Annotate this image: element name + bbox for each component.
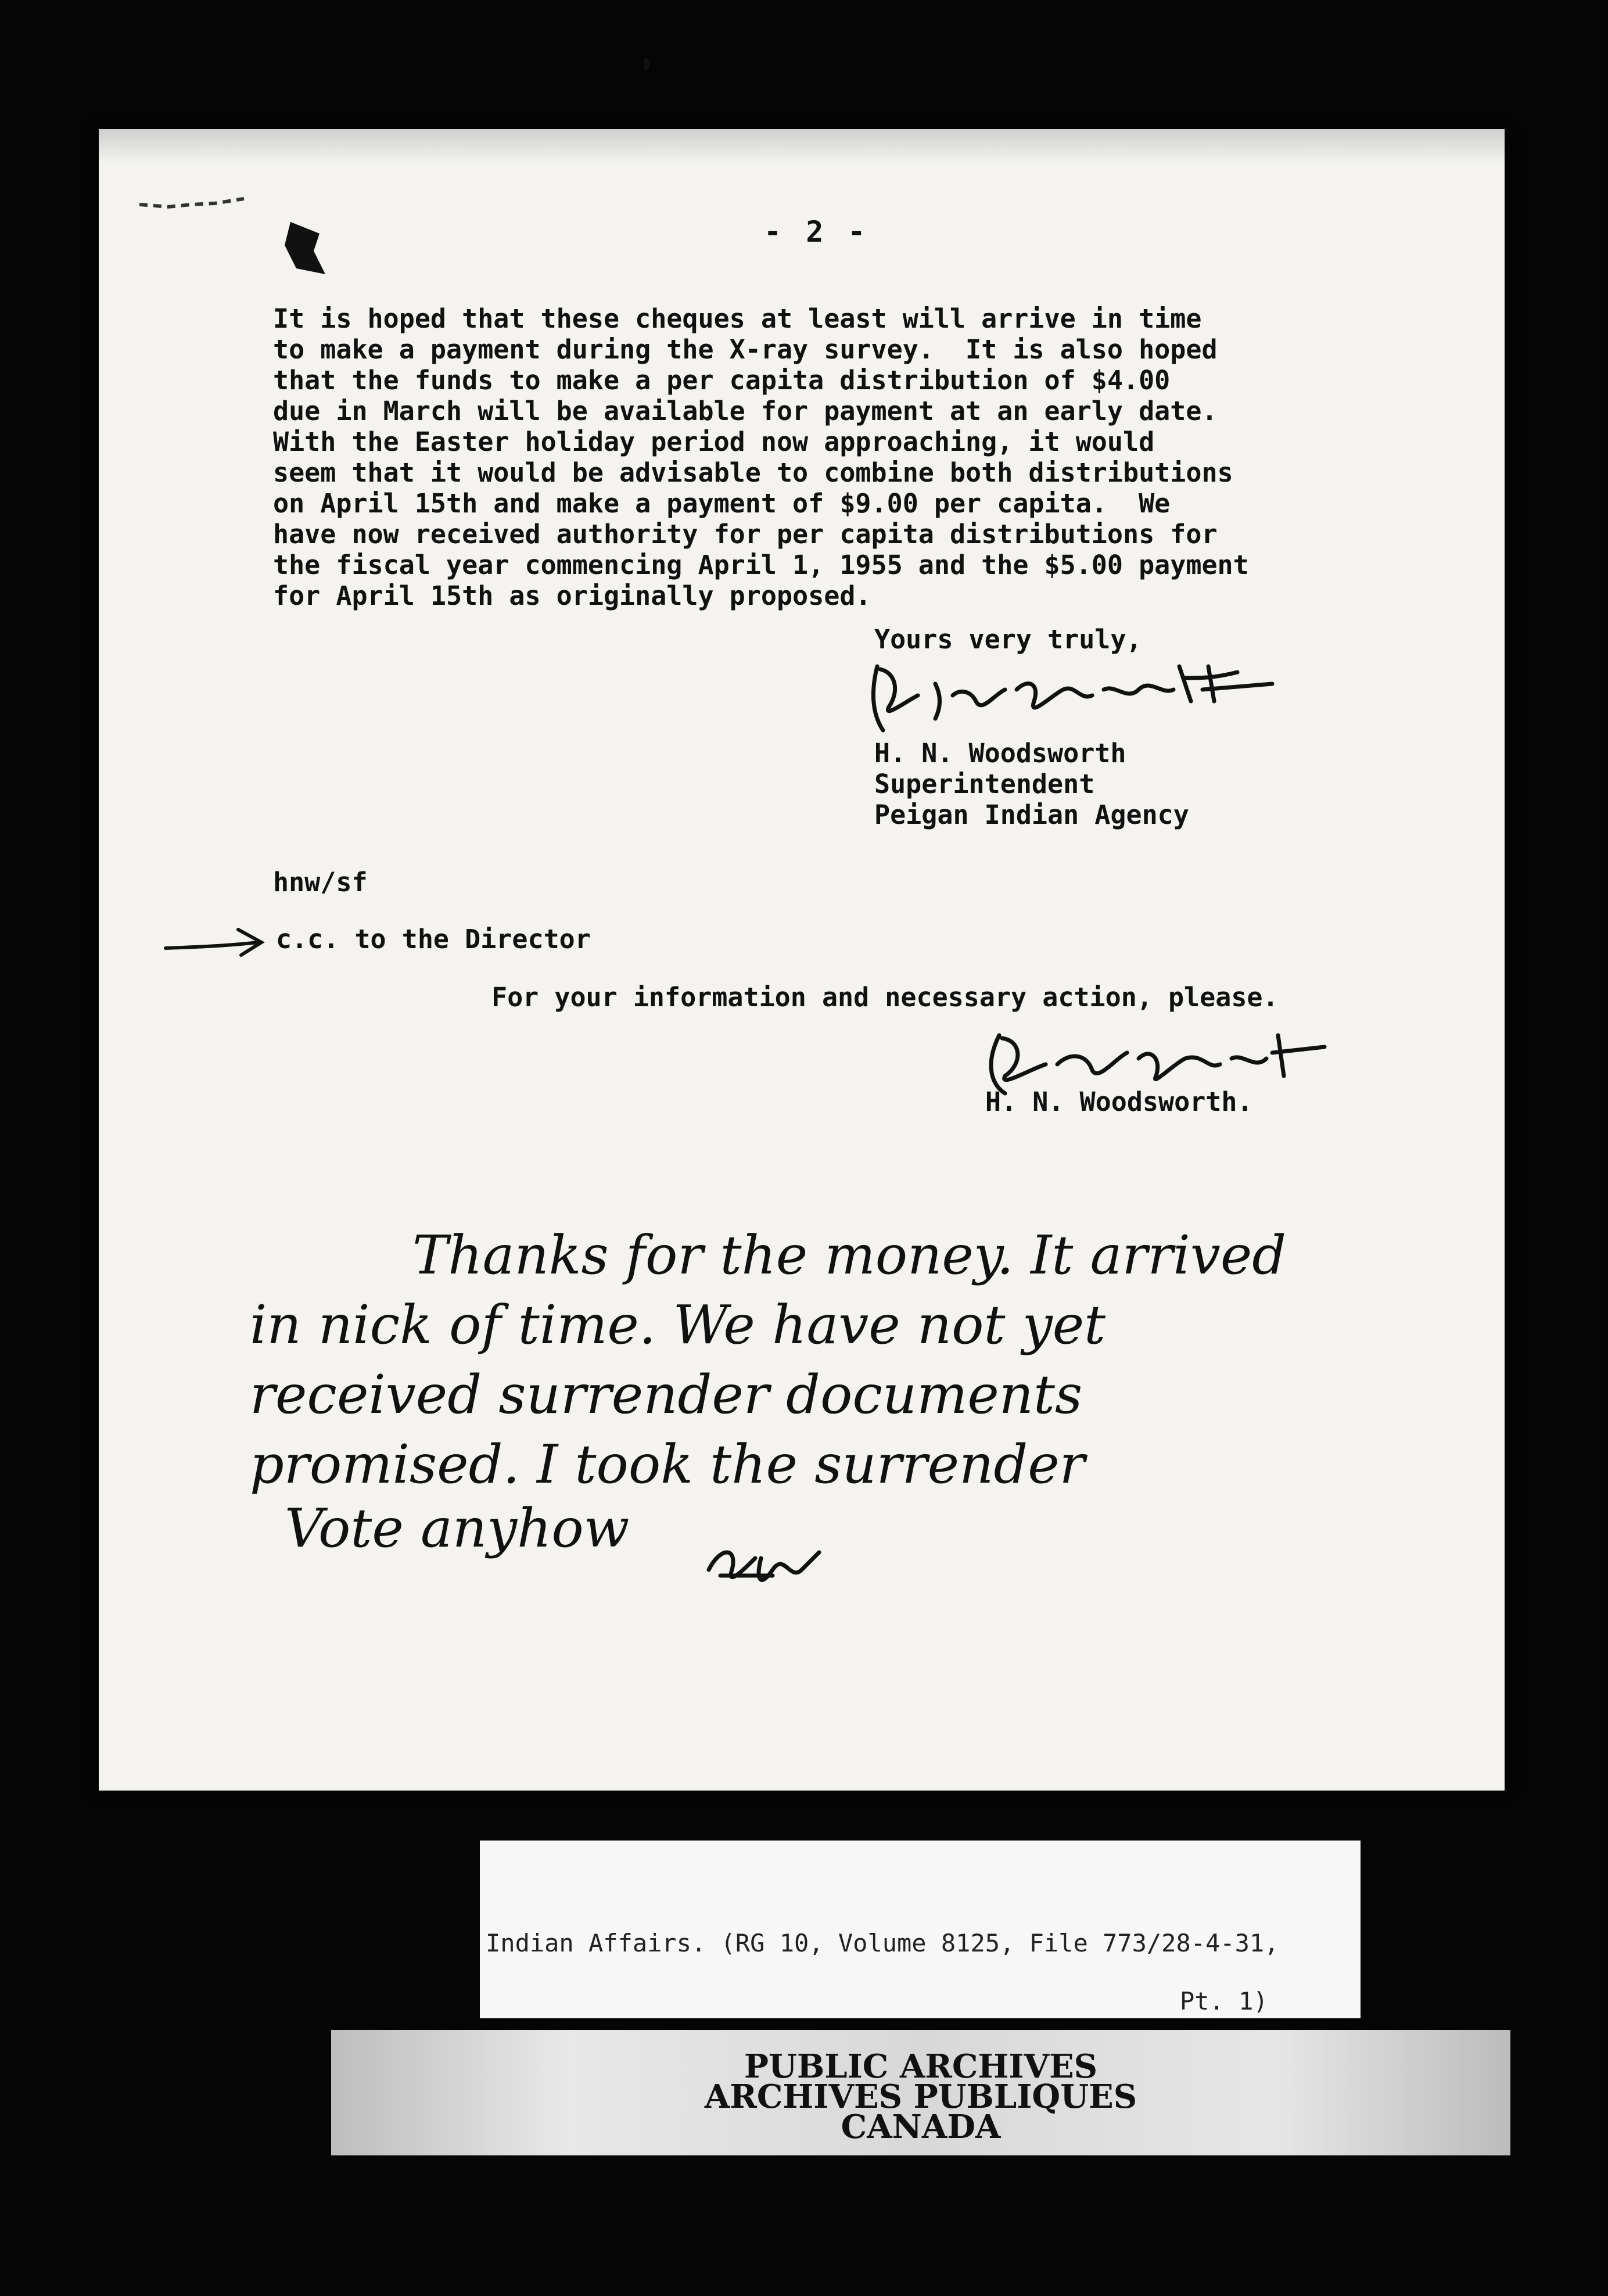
body-line: seem that it would be advisable to combine both distributions bbox=[273, 457, 1233, 488]
handwritten-initials bbox=[697, 1535, 825, 1599]
body-line: With the Easter holiday period now approaching, it would bbox=[273, 426, 1155, 457]
handwritten-signature bbox=[854, 655, 1295, 736]
page-corner-mark bbox=[134, 181, 250, 216]
body-line: It is hoped that these cheques at least will arrive in time bbox=[273, 303, 1202, 334]
second-signer-name: H. N. Woodsworth. bbox=[985, 1086, 1253, 1117]
handwritten-line: received surrender documents bbox=[250, 1364, 1083, 1426]
archive-reference: Indian Affairs. (RG 10, Volume 8125, File 773/28-4-31, bbox=[486, 1929, 1279, 1957]
body-line: on April 15th and make a payment of $9.00 per capita. We bbox=[273, 488, 1171, 519]
handwritten-line: Vote anyhow bbox=[285, 1497, 630, 1559]
letter-page bbox=[99, 129, 1505, 1791]
signer-agency: Peigan Indian Agency bbox=[874, 799, 1189, 830]
stamp-line: ARCHIVES PUBLIQUES bbox=[704, 2078, 1137, 2116]
handwritten-line: promised. I took the surrender bbox=[250, 1433, 1085, 1495]
page-tear-mark bbox=[279, 216, 331, 280]
stamp-line: CANADA bbox=[841, 2108, 1001, 2146]
body-line: the fiscal year commencing April 1, 1955 and the $5.00 payment bbox=[273, 550, 1249, 580]
signer-title: Superintendent bbox=[874, 769, 1095, 799]
handdrawn-arrow-icon bbox=[163, 925, 273, 960]
letter-closing: Yours very truly, bbox=[874, 624, 1142, 655]
handwritten-line: Thanks for the money. It arrived bbox=[412, 1224, 1287, 1286]
handwritten-line: in nick of time. We have not yet bbox=[250, 1294, 1106, 1356]
archive-reference-label bbox=[480, 1841, 1361, 2018]
cc-line: c.c. to the Director bbox=[276, 924, 591, 955]
reference-initials: hnw/sf bbox=[273, 867, 368, 898]
signature-block bbox=[874, 738, 1189, 830]
info-line: For your information and necessary action, please. bbox=[491, 982, 1279, 1013]
stamp-line: PUBLIC ARCHIVES bbox=[744, 2047, 1098, 2086]
page-number: - 2 - bbox=[764, 215, 869, 249]
archive-part: Pt. 1) bbox=[1180, 1987, 1268, 2015]
archive-stamp bbox=[331, 2030, 1510, 2155]
signer-name: H. N. Woodsworth bbox=[874, 738, 1126, 769]
body-line: to make a payment during the X-ray survey. It is also hoped bbox=[273, 334, 1218, 365]
body-line: due in March will be available for payment at an early date. bbox=[273, 396, 1218, 426]
body-line: have now received authority for per capita distributions for bbox=[273, 519, 1218, 550]
page-edge-shading bbox=[99, 129, 1505, 164]
film-speck bbox=[644, 58, 649, 71]
body-line: that the funds to make a per capita distribution of $4.00 bbox=[273, 365, 1171, 396]
letter-body bbox=[273, 303, 1481, 611]
body-line: for April 15th as originally proposed. bbox=[273, 580, 871, 611]
